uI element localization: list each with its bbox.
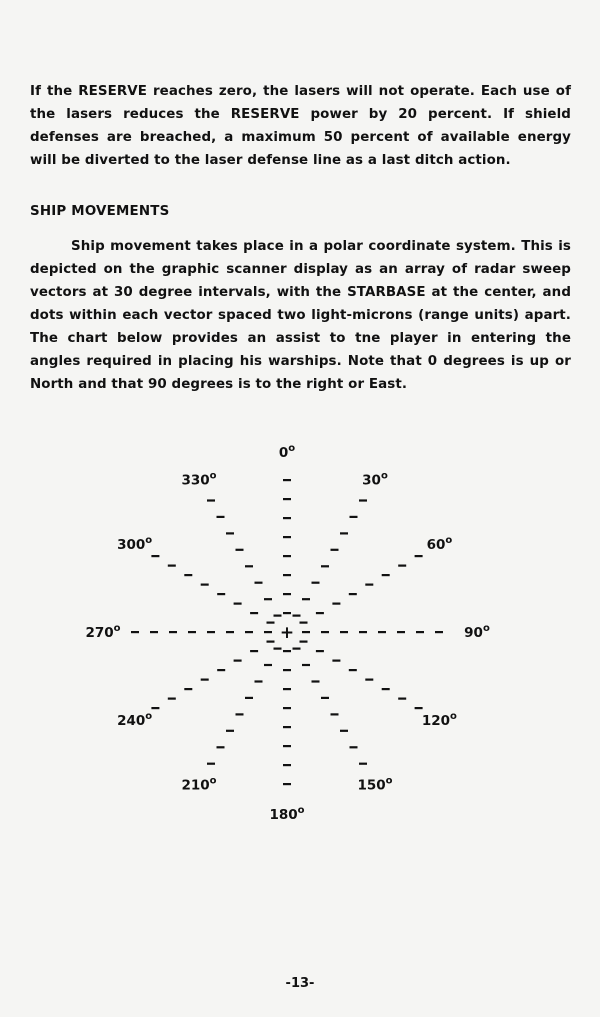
vector-dash-180-6 (283, 745, 291, 747)
angle-label-90: 90$^o$ (464, 623, 490, 641)
angle-label-60: 60$^o$ (426, 535, 453, 553)
angle-label-270: 270$^o$ (85, 623, 121, 641)
reserve-paragraph: If the RESERVE reaches zero, the lasers will not operate. Each use of the lasers reduces the RESERVE power by 20 percent. If shield defenses are breached, a maximum 50 percent of available energy will be diverted to the laser defense line as a last ditch action. (30, 84, 571, 168)
angle-label-300: 300$^o$ (117, 535, 153, 553)
degree-symbol: o (380, 470, 388, 482)
vector-dash-330-3 (255, 582, 263, 584)
vector-dash-30-4 (321, 565, 329, 567)
vector-dash-210-8 (207, 763, 215, 765)
vector-dash-300-2 (250, 612, 258, 614)
starbase-center-symbol: + (279, 623, 295, 643)
vector-dash-60-4 (349, 593, 357, 595)
vector-dash-90-4 (359, 631, 367, 633)
page-number: -13- (285, 976, 315, 991)
vector-dash-240-8 (151, 707, 159, 709)
vector-dash-180-2 (283, 669, 291, 671)
vector-dash-0-6 (283, 517, 291, 519)
vector-dash-330-8 (207, 499, 215, 501)
vector-dash-0-3 (283, 574, 291, 576)
vector-dash-180-5 (283, 726, 291, 728)
degree-symbol: o (445, 535, 453, 546)
angle-label-210: 210$^o$ (181, 775, 217, 794)
vector-dash-300-4 (217, 593, 225, 595)
vector-dash-150-1 (293, 648, 301, 650)
vector-dash-60-3 (332, 603, 340, 605)
vector-dash-0-1 (283, 612, 291, 614)
angle-label-0: 0$^o$ (278, 443, 296, 461)
vector-dash-0-8 (283, 479, 291, 481)
vector-dash-300-3 (234, 603, 242, 605)
vector-dash-150-6 (340, 730, 348, 732)
vector-dash-270-7 (150, 631, 158, 633)
vector-dash-30-6 (340, 532, 348, 534)
vector-dash-240-3 (234, 660, 242, 662)
degree-symbol: o (450, 711, 457, 722)
vector-dash-0-4 (283, 555, 291, 557)
vector-dash-240-5 (201, 679, 209, 681)
degree-symbol: o (209, 470, 217, 482)
vector-dash-180-8 (283, 783, 291, 785)
vector-dash-330-7 (217, 516, 225, 518)
vector-dash-210-3 (255, 680, 263, 682)
vector-dash-120-2 (316, 650, 324, 652)
vector-dash-30-8 (359, 499, 367, 501)
vector-dash-30-7 (350, 516, 358, 518)
vector-dash-30-2 (302, 598, 310, 600)
degree-symbol: o (482, 623, 490, 634)
vector-dash-90-5 (378, 631, 386, 633)
vector-dash-210-6 (226, 730, 234, 732)
vector-dash-90-2 (321, 631, 329, 633)
vector-dash-270-8 (131, 631, 139, 633)
vector-dash-60-2 (316, 612, 324, 614)
section-heading: SHIP MOVEMENTS (30, 204, 170, 219)
vector-dash-90-6 (397, 631, 405, 633)
vector-dash-60-8 (415, 555, 423, 557)
vector-dash-300-5 (201, 584, 209, 586)
vector-dash-150-3 (312, 680, 320, 682)
angle-label-330: 330$^o$ (181, 470, 217, 489)
ship-movements-paragraph: Ship movement takes place in a polar coordinate system. This is depicted on the graphic scanner display as an array of radar sweep vectors at 30 degree intervals, with the STARBASE at the center, and dots within each vector spaced two light-microns (range units) apart. The chart below provides an assist to tne player in entering the angles required in placing his warships. Note that 0 degrees is up or North and that 90 degrees is to the right or East. (30, 239, 571, 392)
vector-dash-90-3 (340, 631, 348, 633)
degree-symbol: o (209, 775, 217, 787)
degree-symbol: o (297, 805, 305, 816)
vector-dash-330-2 (264, 598, 272, 600)
vector-dash-90-1 (302, 631, 310, 633)
vector-dash-150-5 (331, 713, 339, 715)
vector-dash-210-2 (264, 664, 272, 666)
vector-dash-120-7 (398, 698, 406, 700)
angle-label-150: 150$^o$ (357, 775, 393, 794)
vector-dash-120-5 (365, 679, 373, 681)
vector-dash-300-7 (168, 565, 176, 567)
vector-dash-270-3 (226, 631, 234, 633)
vector-dash-0-5 (283, 536, 291, 538)
vector-dash-330-4 (245, 565, 253, 567)
vector-dash-270-6 (169, 631, 177, 633)
vector-dash-330-1 (274, 615, 282, 617)
vector-dash-210-4 (245, 697, 253, 699)
vector-dash-30-1 (293, 615, 301, 617)
vector-dash-240-6 (184, 688, 192, 690)
vector-dash-60-5 (365, 584, 373, 586)
vector-dash-210-1 (274, 648, 282, 650)
vector-dash-270-4 (207, 631, 215, 633)
vector-dash-150-8 (359, 763, 367, 765)
vector-dash-300-1 (267, 622, 275, 624)
vector-dash-180-1 (283, 650, 291, 652)
angle-label-30: 30$^o$ (362, 470, 388, 489)
degree-symbol: o (145, 711, 153, 722)
degree-symbol: o (288, 443, 296, 454)
degree-symbol: o (145, 535, 153, 546)
vector-dash-30-3 (312, 582, 320, 584)
vector-dash-180-3 (283, 688, 291, 690)
vector-dash-120-3 (332, 660, 340, 662)
vector-dash-120-6 (382, 688, 390, 690)
vector-dash-300-6 (184, 574, 192, 576)
vector-dash-210-7 (217, 746, 225, 748)
vector-dash-120-1 (300, 641, 308, 643)
vector-dash-240-7 (168, 698, 176, 700)
vector-dash-60-6 (382, 574, 390, 576)
vector-dash-0-2 (283, 593, 291, 595)
angle-label-240: 240$^o$ (117, 711, 153, 729)
vector-dash-90-7 (416, 631, 424, 633)
vector-dash-120-8 (415, 707, 423, 709)
vector-dash-60-1 (300, 622, 308, 624)
vector-dash-150-4 (321, 697, 329, 699)
vector-dash-150-7 (350, 746, 358, 748)
vector-dash-120-4 (349, 669, 357, 671)
vector-dash-150-2 (302, 664, 310, 666)
degree-symbol: o (113, 623, 121, 634)
vector-dash-0-7 (283, 498, 291, 500)
vector-dash-180-7 (283, 764, 291, 766)
angle-label-180: 180$^o$ (269, 805, 305, 823)
vector-dash-30-5 (331, 549, 339, 551)
vector-dash-90-8 (435, 631, 443, 633)
vector-dash-240-1 (267, 641, 275, 643)
polar-coordinate-chart (0, 440, 600, 825)
vector-dash-330-6 (226, 532, 234, 534)
vector-dash-330-5 (236, 549, 244, 551)
vector-dash-270-1 (264, 631, 272, 633)
vector-dash-300-8 (151, 555, 159, 557)
vector-dash-240-2 (250, 650, 258, 652)
vector-dash-270-5 (188, 631, 196, 633)
degree-symbol: o (385, 775, 393, 787)
vector-dash-210-5 (236, 713, 244, 715)
vector-dash-240-4 (217, 669, 225, 671)
vector-dash-270-2 (245, 631, 253, 633)
vector-dash-180-4 (283, 707, 291, 709)
vector-dash-60-7 (398, 565, 406, 567)
angle-label-120: 120$^o$ (421, 711, 457, 729)
